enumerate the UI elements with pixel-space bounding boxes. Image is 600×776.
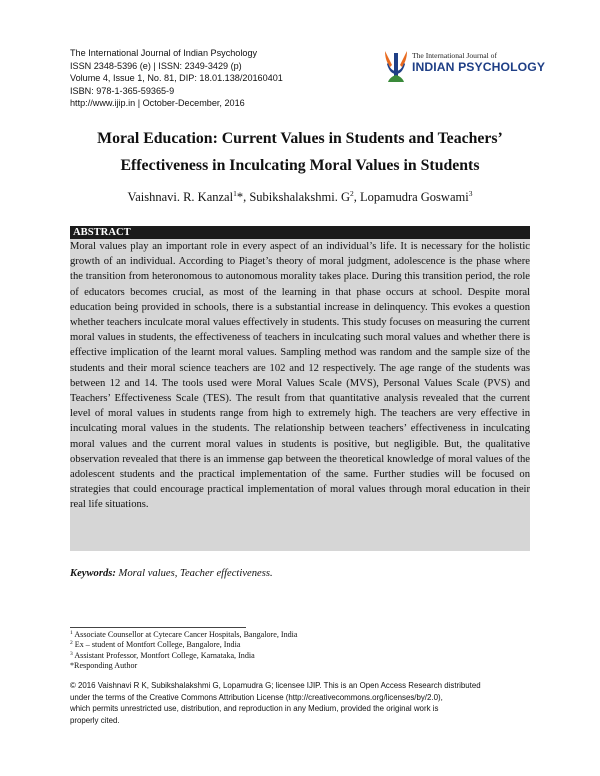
footnote-sup: 2	[70, 640, 73, 647]
author-affiliation-sup: 3	[468, 189, 473, 198]
abstract-line: occurs at school. Despite moral education being provided in schools, there is a substantial	[70, 286, 530, 313]
isbn-line: ISBN: 978-1-365-59365-9	[70, 85, 175, 96]
footnote-text: *Responding Author	[70, 661, 138, 671]
license-line: properly cited.	[70, 716, 120, 726]
abstract-heading-bar	[70, 226, 530, 239]
author-separator: *,	[236, 190, 250, 204]
abstract-line: Moral values play an important role in every aspect of an individual’s life. It is necessary for the	[70, 241, 496, 252]
abstract-text	[70, 239, 530, 513]
journal-header	[70, 47, 370, 110]
journal-name: The International Journal of Indian Psychology	[70, 48, 258, 58]
abstract-line: increase in delinquency. This evokes a question whether teachers inculcate moral values	[70, 301, 530, 329]
keywords-label: Keywords:	[70, 568, 116, 579]
author-affiliation-sup: 2	[350, 189, 354, 198]
footnote-text: Associate Counsellor at Cytecare Cancer Hospitals, Bangalore, India	[72, 630, 298, 639]
author-name: Subikshalakshmi. G	[249, 190, 351, 204]
keywords-line	[70, 568, 530, 579]
logo-small-text: The International Journal of	[412, 51, 497, 60]
footnote-text: Assistant Professor, Montfort College, Karnataka, India	[72, 650, 255, 660]
footnote-text: Ex – student of Montfort College, Bangalore, India	[72, 640, 241, 650]
abstract-line: holistic growth of an individual. According to Piaget’s theory of moral judgment, adolescence is	[70, 241, 530, 268]
abstract-line: Values Scale (PVS) and Teachers’ Effectiveness Scale (TES). The result from that quantitative	[70, 377, 530, 405]
footnotes	[70, 630, 530, 672]
issn-line: ISSN 2348-5396 (e) | ISSN: 2349-3429 (p)	[70, 60, 242, 71]
journal-logo	[382, 47, 546, 85]
url-date-line[interactable]: http://www.ijip.in | October-December, 2016	[70, 98, 245, 109]
volume-line: Volume 4, Issue 1, No. 81, DIP: 18.01.138/20160401	[70, 73, 283, 84]
footnote-divider	[70, 627, 246, 628]
abstract-line: high. The teachers are very effective in inculcating moral values in the students. The relationship	[70, 408, 530, 435]
trident-logo-icon	[382, 49, 410, 83]
abstract-line: situations.	[105, 499, 149, 511]
author-name: Lopamudra Goswami	[360, 190, 469, 204]
abstract-heading: ABSTRACT	[73, 227, 131, 238]
abstract-box	[70, 226, 530, 551]
keywords-value: Moral values, Teacher effectiveness.	[115, 568, 273, 579]
abstract-line: this transition period, the role of educators becomes crucial, as most of the learning in that phase	[70, 271, 530, 298]
logo-big-text: INDIAN PSYCHOLOGY	[412, 60, 546, 74]
author-separator: ,	[353, 190, 361, 204]
logo-green-leaf	[388, 75, 404, 82]
abstract-line: students was between 12 and 14. The tools used were Moral Values Scale (MVS), Personal	[70, 362, 530, 389]
abstract-line: analysis revealed that the current level of moral values in students range from high to extremely	[70, 393, 531, 420]
license-notice	[70, 680, 530, 727]
title-line-2: Effectiveness in Inculcating Moral Values in Students	[120, 157, 480, 174]
footnote-item	[70, 640, 530, 650]
author-list	[40, 190, 560, 205]
author-name: Vaishnavi. R. Kanzal	[127, 190, 234, 204]
footnote-item	[70, 651, 530, 661]
paper-title	[40, 125, 560, 179]
footnote-sup: 1	[70, 630, 73, 636]
license-line: under the terms of the Creative Commons Attribution License (http://creativecommons.org/licenses/by/2.0),	[70, 692, 443, 702]
footnote-sup: 3	[70, 650, 73, 657]
abstract-line: the phase where the transition from heteronomous to autonomous morality takes place. During	[70, 256, 530, 283]
abstract-line: students and their moral science teachers are 102 and 12 respectively. The age range of the	[70, 362, 472, 374]
abstract-line: encourage practical implementation of moral values through moral education in their real life	[70, 484, 530, 511]
abstract-line: effectiveness of teachers in inculcating such moral values and whether there is effective	[70, 332, 530, 359]
footnote-item	[70, 661, 530, 671]
author-affiliation-sup: 1	[233, 189, 237, 198]
license-line: which permits unrestricted use, distribution, and reproduction in any Medium, provided the original work is	[70, 704, 439, 714]
abstract-line: the practical implementation of the same. Further studies will be focused on strategies that could	[70, 469, 530, 496]
abstract-line: immense gap between the theoretical knowledge of moral values of the adolescent students and	[70, 453, 530, 481]
title-line-1: Moral Education: Current Values in Students and Teachers’	[97, 130, 503, 147]
license-line: © 2016 Vaishnavi R K, Subikshalakshmi G, Lopamudra G; licensee IJIP. This is an Open Access Research distributed	[70, 681, 481, 690]
abstract-line: between teachers’ effectiveness in inculcating moral values and the current moral values in	[70, 423, 530, 450]
abstract-line: students is positive, but negligible. But, the qualitative observation revealed that there is an	[70, 438, 531, 465]
footnote-item	[70, 630, 530, 640]
abstract-line: implication of the learnt moral values. Sampling method was random and the sample size of the	[110, 347, 530, 359]
abstract-line: effectively in students. This study focuses on measuring the current moral values in students, the	[70, 317, 531, 344]
